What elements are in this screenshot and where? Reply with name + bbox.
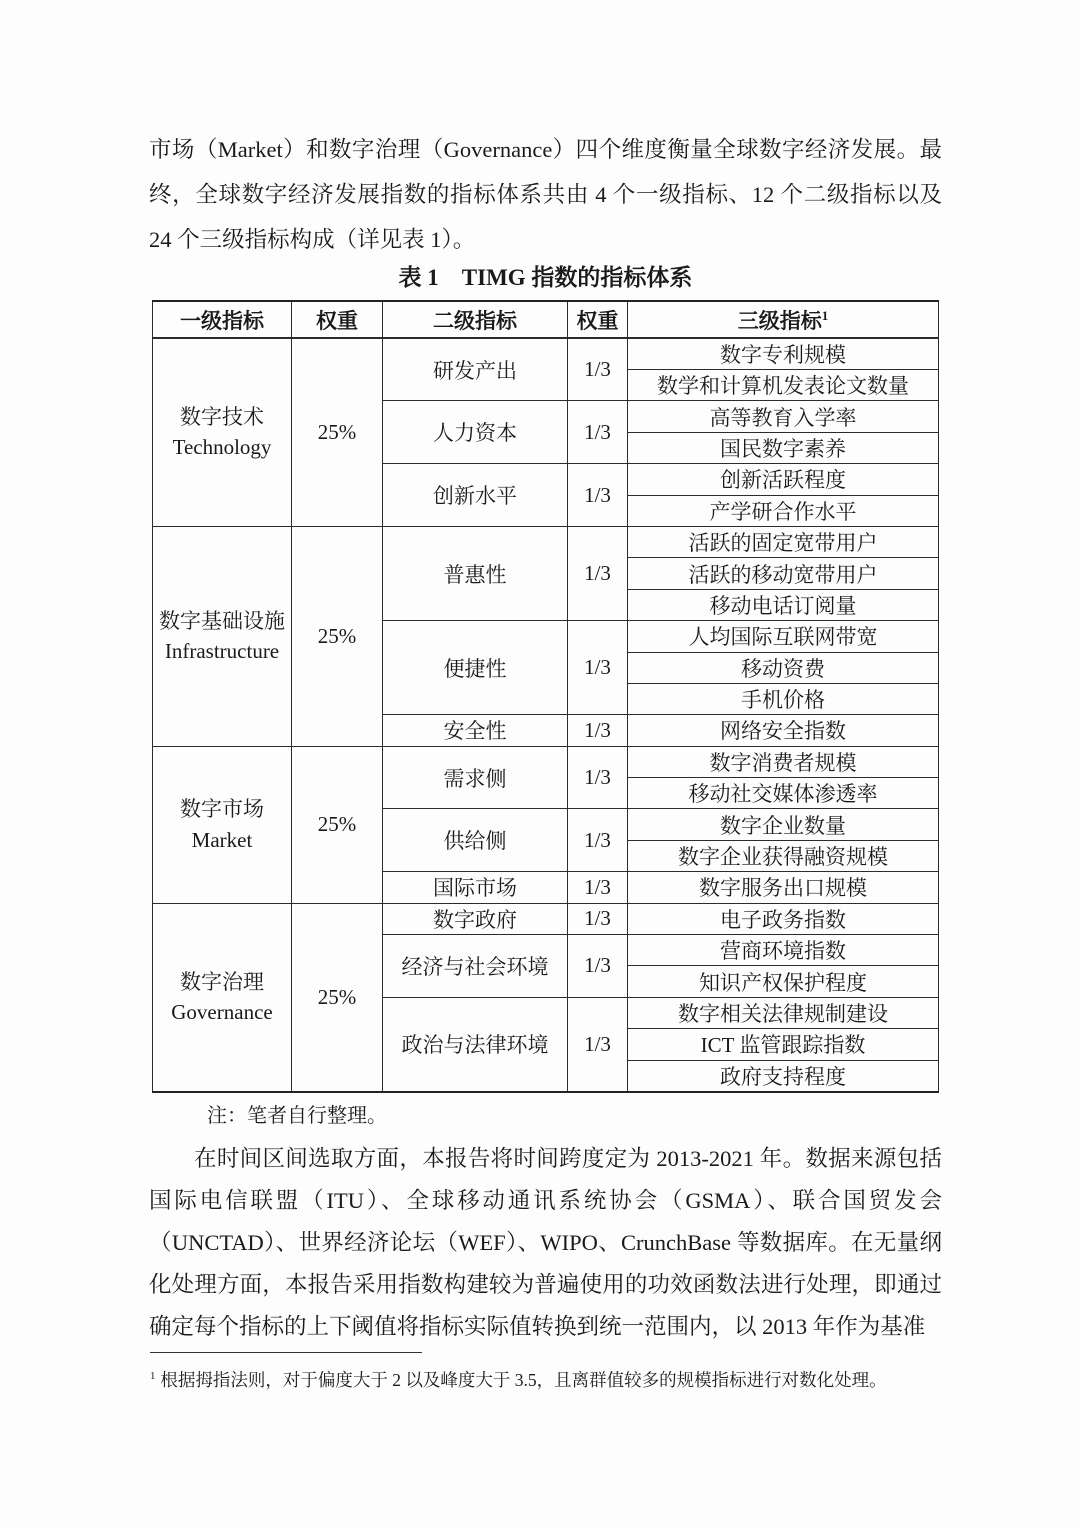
secondary-indicator-cell: 便捷性 (383, 621, 568, 715)
secondary-weight-cell: 1/3 (568, 809, 628, 872)
primary-weight-cell: 25% (292, 338, 383, 526)
secondary-indicator-cell: 人力资本 (383, 401, 568, 464)
header-tertiary-indicator (628, 301, 939, 338)
primary-weight-cell: 25% (292, 746, 383, 903)
tertiary-indicator-cell: 数学和计算机发表论文数量 (628, 370, 939, 401)
tertiary-indicator-cell: 手机价格 (628, 683, 939, 714)
tertiary-indicator-cell: 活跃的移动宽带用户 (628, 558, 939, 589)
header-primary-weight: 权重 (292, 301, 383, 338)
tertiary-indicator-cell: 数字企业获得融资规模 (628, 840, 939, 871)
table-row (153, 746, 939, 777)
tertiary-indicator-cell: 网络安全指数 (628, 715, 939, 746)
primary-weight-cell: 25% (292, 903, 383, 1091)
tertiary-indicator-cell: 营商环境指数 (628, 935, 939, 966)
footnote-text: 根据拇指法则，对于偏度大于 2 以及峰度大于 3.5，且离群值较多的规模指标进行对数化处理。 (160, 1369, 887, 1390)
tertiary-indicator-cell: 电子政务指数 (628, 903, 939, 934)
tertiary-indicator-cell: 移动社交媒体渗透率 (628, 778, 939, 809)
table-row (153, 338, 939, 370)
tertiary-indicator-cell: 高等教育入学率 (628, 401, 939, 432)
tertiary-indicator-cell: 政府支持程度 (628, 1060, 939, 1092)
secondary-weight-cell: 1/3 (568, 715, 628, 746)
tertiary-indicator-cell: 数字服务出口规模 (628, 872, 939, 903)
primary-indicator-cell (153, 746, 292, 903)
tertiary-indicator-cell: 移动电话订阅量 (628, 589, 939, 620)
primary-weight-cell: 25% (292, 526, 383, 746)
primary-indicator-cell (153, 903, 292, 1091)
secondary-indicator-cell: 政治与法律环境 (383, 997, 568, 1091)
primary-indicator-en: Governance (171, 1000, 273, 1025)
secondary-weight-cell: 1/3 (568, 526, 628, 620)
header-tertiary-label: 三级指标 (737, 308, 822, 333)
tertiary-indicator-cell: 产学研合作水平 (628, 495, 939, 526)
header-secondary-indicator: 二级指标 (383, 301, 568, 338)
tertiary-indicator-cell: 数字相关法律规制建设 (628, 997, 939, 1028)
table-source-note: 注：笔者自行整理。 (207, 1105, 387, 1127)
tertiary-indicator-cell: 数字专利规模 (628, 338, 939, 370)
tertiary-indicator-cell: 国民数字素养 (628, 432, 939, 463)
secondary-indicator-cell: 数字政府 (383, 903, 568, 934)
secondary-weight-cell: 1/3 (568, 872, 628, 903)
primary-indicator-cell (153, 526, 292, 746)
tertiary-indicator-cell: 数字企业数量 (628, 809, 939, 840)
secondary-indicator-cell: 研发产出 (383, 338, 568, 401)
footnote (150, 1364, 950, 1392)
secondary-indicator-cell: 经济与社会环境 (383, 935, 568, 998)
secondary-indicator-cell: 普惠性 (383, 526, 568, 620)
primary-indicator-cn: 数字治理 (180, 969, 264, 994)
table-header-row (153, 301, 939, 338)
header-primary-indicator: 一级指标 (153, 301, 292, 338)
body-paragraph-bottom: 在时间区间选取方面，本报告将时间跨度定为 2013-2021 年。数据来源包括国际电信联盟（ITU）、全球移动通讯系统协会（GSMA）、联合国贸发会（UNCTAD）、世界经济论坛（WEF）、WIPO、CrunchBase 等数据库。在无量纲化处理方面，本报告采用指数构建较为普遍使用的功效函数法进行处理，即通过确定每个指标的上下阈值将指标实际值转换到统一范围内，以 2013 年作为基准 (149, 1146, 942, 1339)
tertiary-indicator-cell: 人均国际互联网带宽 (628, 621, 939, 652)
primary-indicator-en: Technology (172, 435, 272, 460)
secondary-indicator-cell: 安全性 (383, 715, 568, 746)
table-row (153, 903, 939, 934)
timg-index-table (152, 300, 939, 1093)
secondary-indicator-cell: 国际市场 (383, 872, 568, 903)
secondary-weight-cell: 1/3 (568, 401, 628, 464)
header-footnote-marker: 1 (821, 307, 829, 323)
footnote-separator (150, 1352, 422, 1353)
body-paragraph-top: 市场（Market）和数字治理（Governance）四个维度衡量全球数字经济发展。最终，全球数字经济发展指数的指标体系共由 4 个一级指标、12 个二级指标以及 24 个三级指标构成（详见表 1）。 (149, 137, 942, 252)
table-title: 表 1 TIMG 指数的指标体系 (398, 265, 693, 290)
tertiary-indicator-cell: 知识产权保护程度 (628, 966, 939, 997)
secondary-weight-cell: 1/3 (568, 997, 628, 1091)
tertiary-indicator-cell: 创新活跃程度 (628, 464, 939, 495)
secondary-indicator-cell: 创新水平 (383, 464, 568, 527)
primary-indicator-en: Infrastructure (164, 639, 280, 664)
primary-indicator-cn: 数字市场 (180, 797, 264, 822)
tertiary-indicator-cell: 数字消费者规模 (628, 746, 939, 777)
primary-indicator-cn: 数字基础设施 (159, 608, 285, 633)
secondary-weight-cell: 1/3 (568, 621, 628, 715)
primary-indicator-cn: 数字技术 (180, 405, 264, 430)
secondary-weight-cell: 1/3 (568, 464, 628, 527)
secondary-weight-cell: 1/3 (568, 903, 628, 934)
primary-indicator-en: Market (191, 827, 253, 852)
secondary-weight-cell: 1/3 (568, 746, 628, 809)
secondary-indicator-cell: 需求侧 (383, 746, 568, 809)
primary-indicator-cell (153, 338, 292, 526)
tertiary-indicator-cell: 活跃的固定宽带用户 (628, 526, 939, 557)
tertiary-indicator-cell: ICT 监管跟踪指数 (628, 1029, 939, 1060)
header-secondary-weight: 权重 (568, 301, 628, 338)
tertiary-indicator-cell: 移动资费 (628, 652, 939, 683)
table-row (153, 526, 939, 557)
secondary-weight-cell: 1/3 (568, 935, 628, 998)
footnote-marker: 1 (150, 1370, 156, 1382)
secondary-weight-cell: 1/3 (568, 338, 628, 401)
secondary-indicator-cell: 供给侧 (383, 809, 568, 872)
